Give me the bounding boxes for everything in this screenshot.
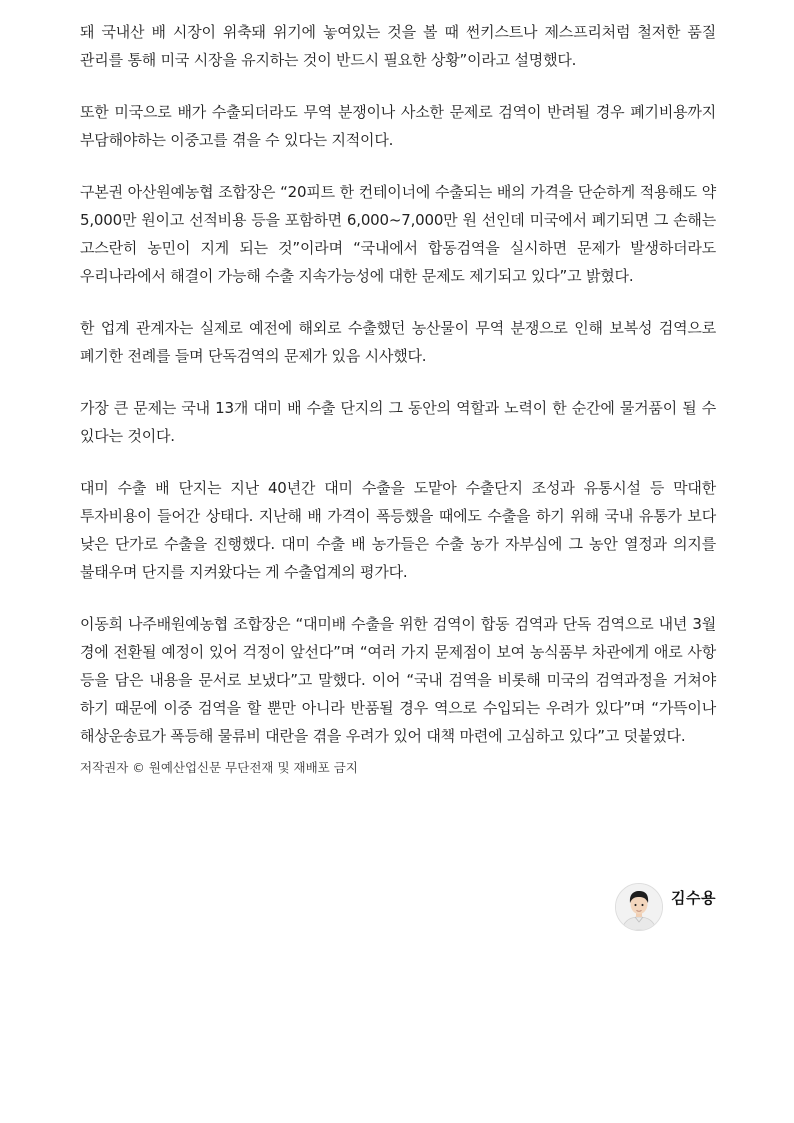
copyright-notice: 저작권자 © 원예산업신문 무단전재 및 재배포 금지 (80, 760, 358, 775)
article-paragraph: 돼 국내산 배 시장이 위축돼 위기에 놓여있는 것을 볼 때 썬키스트나 제스프리처럼 철저한 품질 관리를 통해 미국 시장을 유지하는 것이 반드시 필요한 상황”이라고 설명했다. (80, 23, 716, 69)
article-body (80, 18, 716, 778)
article-paragraph: 대미 수출 배 단지는 지난 40년간 대미 수출을 도맡아 수출단지 조성과 유통시설 등 막대한 투자비용이 들어간 상태다. 지난해 배 가격이 폭등했을 때에도 수출을 하기 위해 국내 유통가 보다 낮은 단가로 수출을 진행했다. 대미 수출 배 농가들은 수출 농가 자부심에 그 농안 열정과 의지를 불태우며 단지를 지켜왔다는 게 수출업계의 평가다. (80, 479, 716, 581)
article-paragraph: 이동희 나주배원예농협 조합장은 “대미배 수출을 위한 검역이 합동 검역과 단독 검역으로 내년 3월 경에 전환될 예정이 있어 걱정이 앞선다”며 “여러 가지 문제점이 보여 농식품부 차관에게 애로 사항 등을 담은 내용을 문서로 보냈다”고 말했다. 이어 “국내 검역을 비롯해 미국의 검역과정을 거쳐야 하기 때문에 이중 검역을 할 뿐만 아니라 반품될 경우 역으로 수입되는 우려가 있다”며 “가뜩이나 해상운송료가 폭등해 물류비 대란을 겪을 우려가 있어 대책 마련에 고심하고 있다”고 덧붙였다. (80, 615, 716, 745)
reporter-avatar[interactable] (615, 883, 663, 931)
article-paragraph: 가장 큰 문제는 국내 13개 대미 배 수출 단지의 그 동안의 역할과 노력이 한 순간에 물거품이 될 수 있다는 것이다. (80, 399, 716, 445)
reporter-photo-icon (616, 884, 662, 930)
reporter-byline[interactable] (615, 882, 716, 931)
article-paragraph: 구본권 아산원예농협 조합장은 “20피트 한 컨테이너에 수출되는 배의 가격을 단순하게 적용해도 약 5,000만 원이고 선적비용 등을 포함하면 6,000~7,000만 원 선인데 미국에서 폐기되면 그 손해는 고스란히 농민이 지게 되는 것”이라며 “국내에서 합동검역을 실시하면 문제가 발생하더라도 우리나라에서 해결이 가능해 수출 지속가능성에 대한 문제도 제기되고 있다”고 밝혔다. (80, 183, 716, 285)
article-paragraph: 한 업계 관계자는 실제로 예전에 해외로 수출했던 농산물이 무역 분쟁으로 인해 보복성 검역으로 폐기한 전례를 들며 단독검역의 문제가 있음 시사했다. (80, 319, 716, 365)
reporter-name[interactable]: 김수용 (671, 889, 716, 907)
article-paragraph: 또한 미국으로 배가 수출되더라도 무역 분쟁이나 사소한 문제로 검역이 반려될 경우 폐기비용까지 부담해야하는 이중고를 겪을 수 있다는 지적이다. (80, 103, 716, 149)
